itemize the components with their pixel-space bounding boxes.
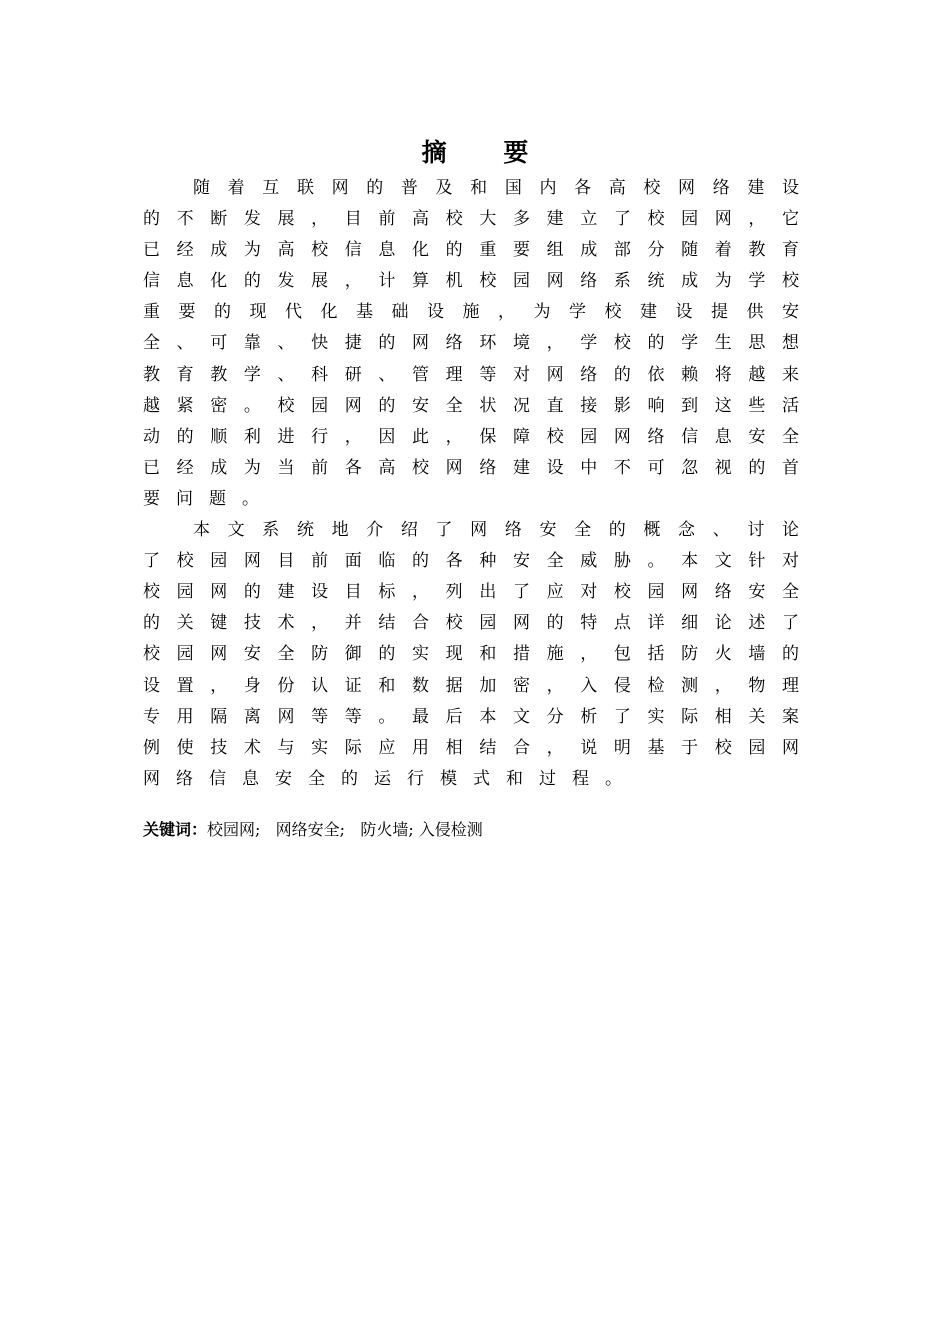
keywords-label: 关键词： (143, 820, 208, 839)
abstract-paragraph-2: 本文系统地介绍了网络安全的概念、讨论了校园网目前面临的各种安全威胁。本文针对校园网的建设目标，列出了应对校园网络安全的关键技术，并结合校园网的特点详细论述了校园网安全防御的实现和措施，包括防火墙的设置，身份认证和数据加密，入侵检测，物理专用隔离网等等。最后本文分析了实际相关案例使技术与实际应用相结合，说明基于校园网网络信息安全的运行模式和过程。 (143, 520, 815, 789)
abstract-title: 摘 要 (421, 138, 553, 167)
keywords-line (143, 816, 815, 844)
abstract-body (143, 173, 815, 795)
abstract-paragraph-1: 随着互联网的普及和国内各高校网络建设的不断发展，目前高校大多建立了校园网，它已经成为高校信息化的重要组成部分随着教育信息化的发展，计算机校园网络系统成为学校重要的现代化基础设施，为学校建设提供安全、可靠、快捷的网络环境，学校的学生思想教育教学、科研、管理等对网络的依赖将越来越紧密。校园网的安全状况直接影响到这些活动的顺利进行，因此，保障校园网络信息安全已经成为当前各高校网络建设中不可忽视的首要问题。 (143, 178, 815, 509)
keywords-list: 校园网; 网络安全; 防火墙; 入侵检测 (207, 820, 483, 839)
